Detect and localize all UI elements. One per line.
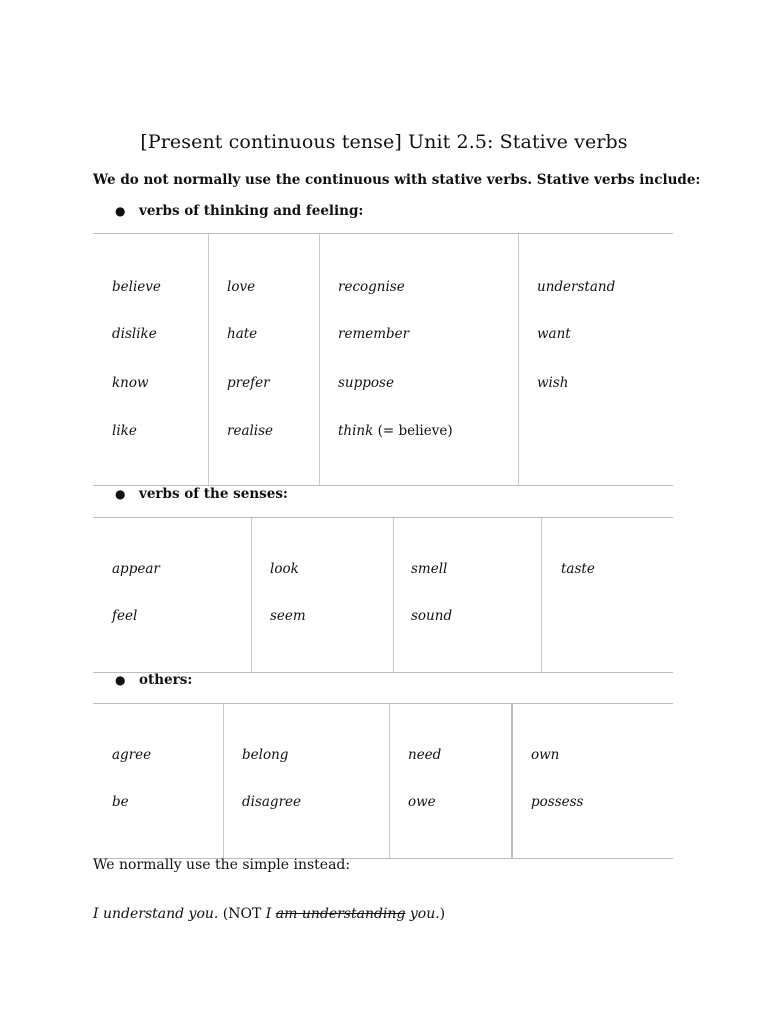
example-sentence (93, 906, 445, 922)
verb-cell: possess (531, 794, 584, 810)
verb-column (251, 518, 394, 672)
verb-cell: wish (537, 375, 569, 391)
bullet-icon: ● (115, 204, 126, 218)
verb-cell: look (270, 561, 299, 577)
verb-cell: hate (227, 326, 258, 342)
verb-cell: like (112, 423, 137, 439)
verb-column (93, 704, 224, 858)
verb-cell: prefer (227, 375, 270, 391)
verb-column (223, 704, 390, 858)
example-not-open: (NOT (218, 906, 266, 922)
verb-column (513, 704, 673, 858)
example-close: ) (439, 906, 446, 922)
verb-cell: sound (411, 608, 453, 624)
verb-cell: suppose (338, 375, 394, 391)
bullet-icon: ● (115, 673, 126, 687)
example-pronoun: I (265, 906, 272, 922)
verb-cell: remember (338, 326, 410, 342)
verb-column (319, 234, 519, 485)
verb-cell: recognise (338, 279, 405, 295)
verb-column (518, 234, 673, 485)
verb-cell: own (531, 747, 560, 763)
verb-cell: understand (537, 279, 616, 295)
verb-column (541, 518, 673, 672)
example-wrong: am understanding (275, 906, 406, 922)
section-heading-thinking (115, 203, 363, 219)
verb-cell: want (537, 326, 571, 342)
verb-cell: belong (242, 747, 289, 763)
verb-column (93, 234, 209, 485)
verb-cell: taste (561, 561, 595, 577)
verb-column (389, 704, 513, 858)
bullet-icon: ● (115, 487, 126, 501)
verb-column (208, 234, 320, 485)
verb-cell: seem (270, 608, 306, 624)
simple-instead-text: We normally use the simple instead: (93, 857, 351, 873)
verb-cell: love (227, 279, 256, 295)
verb-cell: feel (112, 608, 138, 624)
example-tail: you. (409, 906, 440, 922)
verb-cell: dislike (112, 326, 157, 342)
verb-cell: realise (227, 423, 274, 439)
verb-cell: believe (112, 279, 161, 295)
verb-cell: be (112, 794, 129, 810)
section-heading-label: others: (139, 672, 193, 688)
verb-cell: agree (112, 747, 152, 763)
verb-table-thinking (93, 233, 673, 486)
verb-cell: smell (411, 561, 448, 577)
section-heading-others (115, 672, 192, 688)
section-heading-label: verbs of the senses: (139, 486, 288, 502)
verb-column (393, 518, 542, 672)
verb-table-senses (93, 517, 673, 673)
intro-text: We do not normally use the continuous with stative verbs. Stative verbs include: (93, 172, 701, 188)
verb-cell: owe (408, 794, 436, 810)
verb-cell: know (112, 375, 149, 391)
verb-cell: need (408, 747, 442, 763)
verb-word: think (338, 423, 374, 439)
example-correct: I understand you. (93, 906, 219, 922)
verb-cell-think (338, 423, 453, 439)
verb-cell: disagree (242, 794, 302, 810)
verb-cell: appear (112, 561, 160, 577)
section-heading-label: verbs of thinking and feeling: (139, 203, 364, 219)
verb-note: (= believe) (373, 423, 453, 439)
section-heading-senses (115, 486, 288, 502)
verb-table-others (93, 703, 673, 859)
verb-column (93, 518, 252, 672)
page-title: [Present continuous tense] Unit 2.5: Stative verbs (140, 131, 628, 153)
